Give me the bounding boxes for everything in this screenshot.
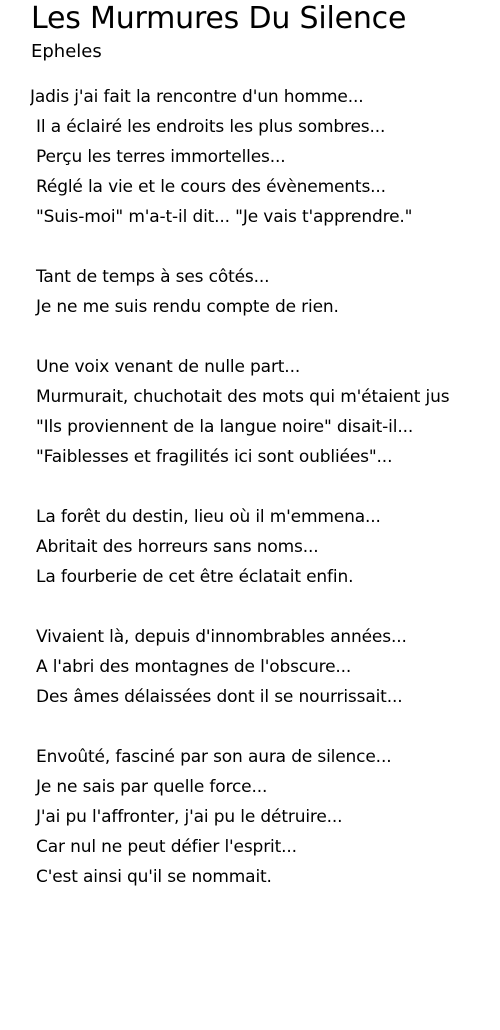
poem-line: Tant de temps à ses côtés...	[36, 267, 270, 287]
poem-line: Je ne me suis rendu compte de rien.	[36, 297, 339, 317]
poem-line: Une voix venant de nulle part...	[36, 357, 301, 377]
stanza-break	[30, 592, 500, 622]
poem-line: Il a éclairé les endroits les plus sombres...	[36, 117, 386, 137]
poem-line: Jadis j'ai fait la rencontre d'un homme...	[30, 87, 364, 107]
poem-line: Je ne sais par quelle force...	[36, 777, 268, 797]
poem-line: "Faiblesses et fragilités ici sont oubliées"...	[36, 447, 393, 467]
poem-line: Murmurait, chuchotait des mots qui m'étaient jus	[36, 387, 450, 407]
poem-line: A l'abri des montagnes de l'obscure...	[36, 657, 352, 677]
poem-line: "Ils proviennent de la langue noire" disait-il...	[36, 417, 414, 437]
stanza-break	[30, 232, 500, 262]
poem-line: C'est ainsi qu'il se nommait.	[36, 867, 272, 887]
stanza-break	[30, 322, 500, 352]
stanza-break	[30, 472, 500, 502]
poem-author: Epheles	[31, 41, 102, 62]
poem-line: Vivaient là, depuis d'innombrables années...	[36, 627, 407, 647]
poem-line: Des âmes délaissées dont il se nourrissait...	[36, 687, 403, 707]
poem-line: Car nul ne peut défier l'esprit...	[36, 837, 297, 857]
poem-line: J'ai pu l'affronter, j'ai pu le détruire...	[36, 807, 343, 827]
poem-line: "Suis-moi" m'a-t-il dit... "Je vais t'apprendre."	[36, 207, 413, 227]
poem-line: Réglé la vie et le cours des évènements...	[36, 177, 386, 197]
poem-line: Envoûté, fasciné par son aura de silence...	[36, 747, 392, 767]
poem-line: La forêt du destin, lieu où il m'emmena...	[36, 507, 381, 527]
poem-body	[30, 82, 500, 892]
poem-line: Perçu les terres immortelles...	[36, 147, 286, 167]
poem-title: Les Murmures Du Silence	[31, 1, 407, 36]
stanza-break	[30, 712, 500, 742]
poem-line: Abritait des horreurs sans noms...	[36, 537, 319, 557]
poem-line: La fourberie de cet être éclatait enfin.	[36, 567, 354, 587]
